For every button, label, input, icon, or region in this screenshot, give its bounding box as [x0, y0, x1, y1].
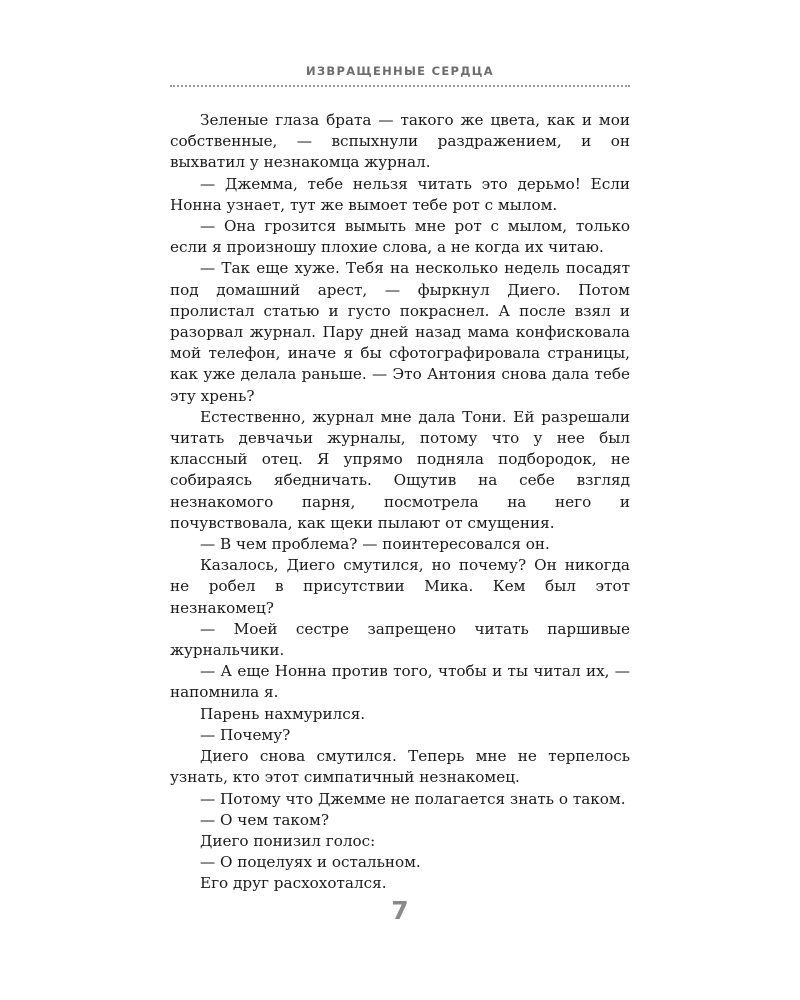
paragraph: — О поцелуях и остальном. — [200, 853, 421, 872]
paragraph: — Джемма, тебе нельзя читать это дерьмо! Если Нонна узнает, тут же вымоет тебе рот с мылом. — [170, 174, 630, 214]
paragraph: — Потому что Джемме не полагается знать о таком. — [200, 789, 626, 808]
paragraph: Его друг расхохотался. — [200, 874, 387, 893]
paragraph: — А еще Нонна против того, чтобы и ты читал их, — напомнила я. — [170, 662, 630, 702]
paragraph: Естественно, журнал мне дала Тони. Ей разрешали читать девчачьи журналы, потому что у нее был классный отец. Я упрямо подняла подбородок, не собираясь ябедничать. Ощутив на себе взгляд незнакомого парня, посмотрела на него и почувствовала, как щеки пылают от смущения. — [170, 407, 630, 532]
paragraph: — О чем таком? — [200, 810, 330, 829]
body-text — [170, 110, 630, 895]
header-dotted-rule — [170, 85, 630, 87]
paragraph: — Так еще хуже. Тебя на несколько недель посадят под домашний арест, — фыркнул Диего. Потом пролистал статью и густо покраснел. А после взял и разорвал журнал. Пару дней назад мама конфисковала мой телефон, иначе я бы сфотографировала страницы, как уже делала раньше. — Это Антония снова дала тебе эту хрень? — [170, 259, 630, 405]
paragraph: Диего снова смутился. Теперь мне не терпелось узнать, кто этот симпатичный незнакомец. — [170, 747, 630, 787]
running-header: ИЗВРАЩЕННЫЕ СЕРДЦА — [306, 64, 494, 78]
paragraph: — Она грозится вымыть мне рот с мылом, только если я произношу плохие слова, а не когда их читаю. — [170, 217, 630, 257]
page-number: 7 — [391, 896, 409, 925]
paragraph: Казалось, Диего смутился, но почему? Он никогда не робел в присутствии Мика. Кем был этот незнакомец? — [170, 556, 630, 617]
paragraph: Парень нахмурился. — [200, 704, 366, 723]
paragraph: — Почему? — [200, 725, 291, 744]
paragraph: Зеленые глаза брата — такого же цвета, как и мои собственные, — вспыхнули раздражением, и он выхватил у незнакомца журнал. — [170, 111, 630, 172]
paragraph: — В чем проблема? — поинтересовался он. — [200, 535, 550, 554]
paragraph: — Моей сестре запрещено читать паршивые журнальчики. — [170, 619, 630, 660]
paragraph: Диего понизил голос: — [200, 831, 376, 850]
